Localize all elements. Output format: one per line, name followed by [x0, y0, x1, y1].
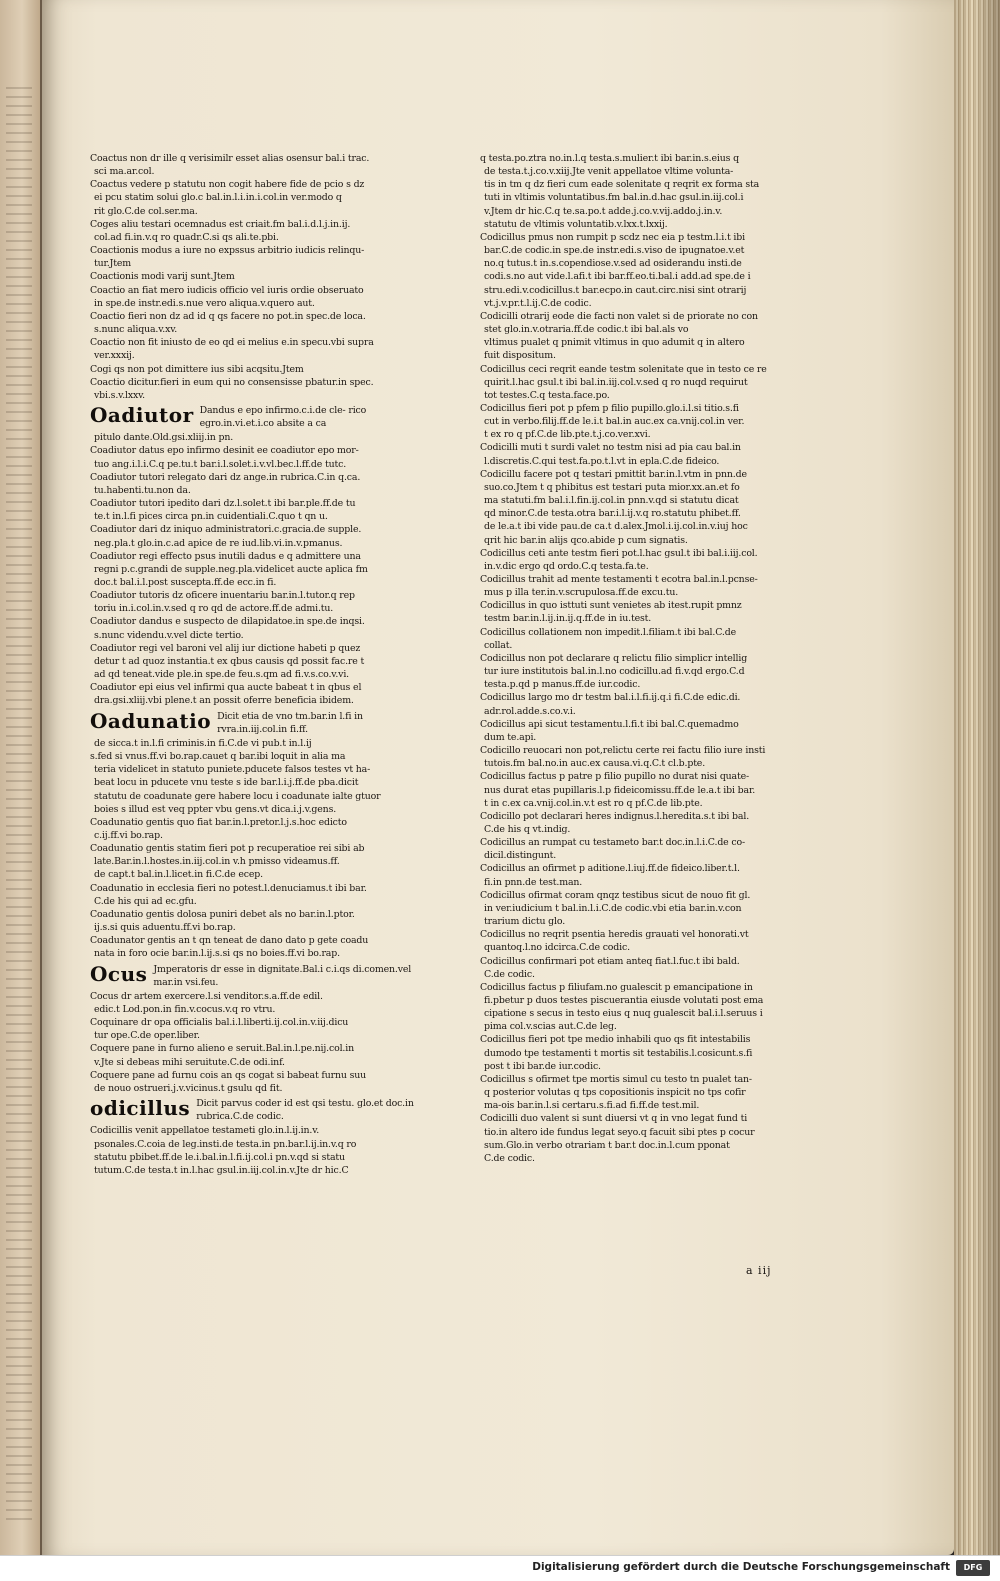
funding-notice: Digitalisierung gefördert durch die Deutsche Forschungsgemeinschaft [532, 1561, 950, 1573]
text-line: col.ad fi.in.v.q ro quadr.C.si qs ali.te.pbi. [94, 231, 279, 243]
entry-line: Coactus non dr ille q verisimilr esset alias osensur bal.i trac. [90, 153, 370, 164]
text-line: statutu pbibet.ff.de le.i.bal.in.l.fi.ij.col.i pn.v.qd si statu [94, 1151, 345, 1163]
entry-heading-row [90, 963, 435, 989]
entry-line: Coactionis modi varij sunt.Jtem [90, 271, 235, 283]
entry-line: Codicillus confirmari pot etiam anteq fiat.l.fuc.t ibi bald. [480, 955, 740, 967]
text-line: de nouo ostrueri.j.v.vicinus.t gsulu qd fit. [94, 1082, 283, 1094]
text-line: vt.j.v.pr.t.l.ij.C.de codic. [484, 297, 592, 309]
text-line: C.de codic. [484, 1152, 535, 1164]
text-line: vltimus pualet q pnimit vltimus in quo adumit q in altero [484, 337, 745, 349]
entry-line: Codicillus fieri pot p pfem p filio pupillo.glo.i.l.si titio.s.fi [480, 402, 739, 414]
text-line: post t ibi bar.de iur.codic. [484, 1060, 601, 1072]
text-line: vbi.s.v.lxxv. [94, 389, 146, 401]
footer-bar [0, 1555, 1000, 1581]
entry-line: Coadiutor datus epo infirmo desinit ee coadiutor epo mor- [90, 445, 359, 457]
text-line: tur iure institutois bal.in.l.no codicillu.ad fi.v.qd ergo.C.d [484, 666, 745, 678]
text-line: dum te.api. [484, 731, 537, 743]
entry-heading-text: Dandus e epo infirmo.c.i.de cle- rico egro.in.vi.et.i.co absite a ca [199, 404, 367, 430]
entry-line: Cocus dr artem exercere.l.si venditor.s.a.ff.de edil. [90, 990, 323, 1002]
adjacent-page-edge [0, 0, 42, 1560]
text-line: tis in tm q dz fieri cum eade solenitate q reqrit ex forma sta [484, 179, 760, 191]
entry-line: Codicillis venit appellatoe testameti glo.in.l.ij.in.v. [90, 1125, 320, 1137]
entry-line: Coadiutor tutoris dz oficere inuentariu bar.in.l.tutor.q rep [90, 590, 355, 602]
text-line: te.t in.l.fi pices circa pn.in cuidentiali.C.quo t qn u. [94, 511, 328, 523]
entry-line: Coadiutor epi eius vel infirmi qua aucte babeat t in qbus el [90, 682, 362, 694]
text-line: fi.in pnn.de test.man. [484, 876, 583, 888]
text-line: de sicca.t in.l.fi criminis.in fi.C.de vi pub.t in.l.ij [94, 737, 312, 749]
text-line: fuit dispositum. [484, 350, 556, 362]
text-line: tuo ang.i.l.i.C.q pe.tu.t bar.i.l.solet.i.v.vl.bec.l.ff.de tutc. [94, 458, 347, 470]
entry-line: q testa.po.ztra no.in.l.q testa.s.mulier.t ibi bar.in.s.eius q [480, 153, 739, 164]
entry-line: Codicillus factus p patre p filio pupillo no durat nisi quate- [480, 771, 750, 783]
text-line: toriu in.i.col.in.v.sed q ro qd de actore.ff.de admi.tu. [94, 603, 334, 615]
text-line: mus p illa ter.in.v.scrupulosa.ff.de excu.tu. [484, 587, 679, 599]
text-line: nus durat etas pupillaris.l.p fideicomissu.ff.de le.a.t ibi bar. [484, 784, 756, 796]
entry-line: Coadunator gentis an t qn teneat de dano dato p gete coadu [90, 935, 369, 947]
text-line: de le.a.t ibi vide pau.de ca.t d.alex.Jmol.i.ij.col.in.v.iuj hoc [484, 521, 748, 533]
page-fore-edge [954, 0, 1000, 1555]
entry-line: Codicilli muti t surdi valet no testm nisi ad pia cau bal.in [480, 442, 741, 454]
text-line: dumodo tpe testamenti t mortis sit testabilis.l.cosicunt.s.fi [484, 1047, 753, 1059]
text-line: v.Jtem dr hic.C.q te.sa.po.t adde.j.co.v.vij.addo.j.in.v. [484, 205, 723, 217]
entry-heading-text: Jmperatoris dr esse in dignitate.Bal.i c.i.qs di.comen.vel mar.in vsi.feu. [153, 963, 412, 988]
entry-line: Coadiutor tutori ipedito dari dz.l.solet.t ibi bar.ple.ff.de tu [90, 498, 356, 510]
text-line: C.de his qui ad ec.gfu. [94, 895, 197, 907]
entry-line: Coadiutor regi vel baroni vel alij iur dictione habeti p quez [90, 642, 361, 654]
text-line: tuti in vltimis voluntatibus.fm bal.in.d.hac gsul.in.iij.col.i [484, 192, 744, 204]
dfg-logo: DFG [956, 1560, 990, 1576]
entry-line: Cogi qs non pot dimittere ius sibi acqsitu.Jtem [90, 363, 304, 375]
text-line: late.Bar.in.l.hostes.in.iij.col.in v.h pmisso videamus.ff. [94, 856, 340, 868]
text-line: ver.xxxij. [94, 350, 135, 362]
entry-line: Codicillu facere pot q testari pmittit bar.in.l.vtm in pnn.de [480, 468, 747, 480]
text-line: testm bar.in.l.ij.in.ij.q.ff.de in iu.test. [484, 613, 652, 625]
text-line: edic.t Lod.pon.in fin.v.cocus.v.q ro vtru. [94, 1004, 276, 1015]
text-line: collat. [484, 639, 513, 651]
text-line: in.v.dic ergo qd ordo.C.q testa.fa.te. [484, 560, 649, 572]
entry-line: Coquere pane ad furnu cois an qs cogat si babeat furnu suu [90, 1069, 367, 1081]
text-line: detur t ad quoz instantia.t ex qbus causis qd possit fac.re t [94, 655, 365, 667]
text-line: C.de codic. [484, 968, 535, 980]
text-line: pitulo dante.Old.gsi.xliij.in pn. [94, 432, 234, 444]
text-line: in spe.de instr.edi.s.nue vero aliqua.v.quero aut. [94, 297, 315, 309]
entry-line: Codicillus non pot declarare q relictu filio simplicr intellig [480, 652, 748, 664]
text-line: quirit.l.hac gsul.t ibi bal.in.iij.col.v.sed q ro nuqd requirut [484, 376, 748, 388]
text-line: bar.C.de codic.in spe.de instr.edi.s.viso de ipugnatoe.v.et [484, 245, 745, 257]
text-line: tio.in altero ide fundus legat seyo.q facuit sibi ptes p cocur [484, 1126, 755, 1138]
entry-line: Codicillus an ofirmet p aditione.l.iuj.ff.de fideico.liber.t.l. [480, 863, 740, 875]
entry-line: Coadunatio in ecclesia fieri no potest.l.denuciamus.t ibi bar. [90, 882, 367, 894]
entry-heading-text: Dicit parvus coder id est qsi testu. glo.et doc.in rubrica.C.de codic. [196, 1098, 414, 1123]
text-line: cipatione s secus in testo eius q nuq gualescit bal.i.l.seruus i [484, 1008, 763, 1020]
entry-heading-row [90, 710, 435, 736]
entry-line: Codicillus no reqrit psentia heredis grauati vel honorati.vt [480, 929, 749, 941]
text-line: dicil.distingunt. [484, 850, 557, 862]
entry-line: Coquere pane in furno alieno e seruit.Bal.in.l.pe.nij.col.in [90, 1043, 355, 1055]
text-line: adr.rol.adde.s.co.v.i. [484, 705, 576, 717]
text-line: tot testes.C.q testa.face.po. [484, 389, 610, 401]
entry-heading: odicillus [90, 1096, 191, 1121]
entry-line: Codicilli otrarij eode die facti non valet si de priorate no con [480, 310, 758, 322]
entry-line: Codicillus ofirmat coram qnqz testibus sicut de nouo fit gl. [480, 889, 751, 901]
text-line: s.nunc videndu.v.vel dicte tertio. [94, 629, 244, 641]
left-text-column [90, 152, 435, 1177]
text-line: de testa.t.j.co.v.xiij.Jte venit appellatoe vltime volunta- [484, 166, 734, 178]
entry-heading: Oadunatio [90, 708, 212, 733]
text-line: rit glo.C.de col.ser.ma. [94, 205, 198, 217]
text-line: cut in verbo.filij.ff.de le.i.t bal.in auc.ex ca.vnij.col.in ver. [484, 416, 745, 428]
text-line: no.q tutus.t in.s.copendiose.v.sed ad osiderandu insti.de [484, 258, 742, 270]
text-line: ei pcu statim solui glo.c bal.in.l.i.in.i.col.in ver.modo q [94, 192, 342, 204]
text-line: sci ma.ar.col. [94, 166, 155, 178]
entry-line: Coadiutor dandus e suspecto de dilapidatoe.in spe.de inqsi. [90, 616, 365, 628]
text-line: ad qd teneat.vide ple.in spe.de feu.s.qm ad fi.v.s.co.v.vi. [94, 669, 349, 681]
text-line: qd minor.C.de testa.otra bar.i.l.ij.v.q ro.statutu phibet.ff. [484, 508, 741, 520]
text-line: v.Jte si debeas mihi seruitute.C.de odi.inf. [94, 1056, 285, 1068]
text-line: tur ope.C.de oper.liber. [94, 1030, 200, 1042]
text-line: testa.p.qd p manus.ff.de iur.codic. [484, 679, 641, 691]
entry-heading-row [90, 404, 435, 430]
entry-line: Codicillus trahit ad mente testamenti t ecotra bal.in.l.pcnse- [480, 574, 758, 585]
text-line: in ver.iudicium t bal.in.l.i.C.de codic.vbi etia bar.in.v.con [484, 902, 742, 914]
entry-line: Codicillus pmus non rumpit p scdz nec eia p testm.l.i.t ibi [480, 231, 745, 243]
text-line: quantoq.l.no idcirca.C.de codic. [484, 942, 630, 954]
right-text-column [480, 152, 798, 1165]
text-line: t ex ro q pf.C.de lib.pte.t.j.co.ver.xvi. [484, 429, 651, 441]
text-line: stet glo.in.v.otraria.ff.de codic.t ibi bal.als vo [484, 324, 689, 336]
text-line: c.ij.ff.vi bo.rap. [94, 829, 163, 841]
text-line: l.discretis.C.qui test.fa.po.t.l.vt in epla.C.de fideico. [484, 455, 720, 467]
text-line: teria videlicet in statuto puniete.pducete falsos testes vt ha- [94, 764, 371, 776]
entry-line: Codicilli duo valent si sunt diuersi vt q in vno legat fund ti [480, 1113, 748, 1125]
text-line: trarium dictu glo. [484, 916, 566, 928]
entry-line: Coadunatio gentis dolosa puniri debet als no bar.in.l.ptor. [90, 908, 355, 920]
entry-heading: Oadiutor [90, 402, 194, 427]
entry-line: Coactionis modus a iure no expssus arbitrio iudicis relinqu- [90, 245, 365, 257]
text-line: regni p.c.grandi de supple.neg.pla.videlicet aucte aplica fm [94, 563, 368, 575]
entry-line: Codicillus in quo isttuti sunt venietes ab itest.rupit pmnz [480, 600, 742, 612]
entry-line: Coadunatio gentis statim fieri pot p recuperatioe rei sibi ab [90, 843, 365, 855]
entry-line: Coadunatio gentis quo fiat bar.in.l.pretor.l.j.s.hoc edicto [90, 816, 347, 828]
text-line: tu.habenti.tu.non da. [94, 484, 191, 496]
entry-line: Coadiutor tutori relegato dari dz ange.in rubrica.C.in q.ca. [90, 471, 361, 483]
entry-line: Codicillo reuocari non pot,relictu certe rei factu filio iure insti [480, 745, 766, 757]
entry-line: Codicillus ceci reqrit eande testm solenitate que in testo ce re [480, 363, 767, 375]
text-line: statutu de vltimis voluntatib.v.lxx.t.lxxij. [484, 218, 668, 230]
text-line: tutum.C.de testa.t in.l.hac gsul.in.iij.col.in.v.Jte dr hic.C [94, 1164, 349, 1176]
text-line: ma-ois bar.in.l.si certaru.s.fi.ad fi.ff.de test.mil. [484, 1100, 700, 1112]
entry-heading-row [90, 1097, 435, 1123]
entry-line: Codicillus largo mo dr testm bal.i.l.fi.ij.q.i fi.C.de edic.di. [480, 692, 741, 704]
text-line: psonales.C.coia de leg.insti.de testa.in pn.bar.l.ij.in.v.q ro [94, 1138, 357, 1150]
entry-line: Coactio an fiat mero iudicis officio vel iuris ordie obseruato [90, 284, 364, 296]
text-line: beat locu in pducete vnu teste s ide bar.l.i.j.ff.de pba.dicit [94, 777, 359, 789]
entry-line: Codicillus factus p filiufam.no gualescit p emancipatione in [480, 981, 753, 993]
entry-heading-text: Dicit etia de vno tm.bar.in l.fi in rvra.in.iij.col.in fi.ff. [217, 710, 363, 735]
text-line: fi.pbetur p duos testes piscuerantia eiusde volutati post ema [484, 995, 764, 1006]
text-line: qrit hic bar.in alijs qco.abide p cum signatis. [484, 534, 688, 546]
entry-line: Coadiutor dari dz iniquo administratori.c.gracia.de supple. [90, 524, 362, 536]
text-line: C.de his q vt.indig. [484, 823, 571, 835]
text-line: dra.gsi.xliij.vbi plene.t an possit oferre beneficia ibidem. [94, 695, 354, 707]
text-line: codi.s.no aut vide.l.afi.t ibi bar.ff.eo.ti.bal.i add.ad spe.de i [484, 271, 751, 283]
text-line: q posterior volutas q tps copositionis inspicit no tps cofir [484, 1087, 746, 1099]
text-line: nata in foro ocie bar.in.l.ij.s.si qs no boies.ff.vi bo.rap. [94, 948, 340, 960]
entry-line: Coactio fieri non dz ad id q qs facere no pot.in spec.de loca. [90, 310, 366, 322]
text-line: boies s illud est veq ppter vbu gens.vt dica.i.j.v.gens. [94, 803, 337, 815]
text-line: t in c.ex ca.vnij.col.in.v.t est ro q pf.C.de lib.pte. [484, 797, 703, 809]
text-line: ij.s.si quis aduentu.ff.vi bo.rap. [94, 922, 236, 934]
text-line: tutois.fm bal.no.in auc.ex causa.vi.q.C.t cl.b.pte. [484, 758, 706, 770]
entry-line: Codicillus s ofirmet tpe mortis simul cu testo tn pualet tan- [480, 1073, 752, 1085]
entry-line: Coadiutor regi effecto psus inutili dadus e q admittere una [90, 550, 361, 562]
entry-line: Coquinare dr opa officialis bal.i.l.liberti.ij.col.in.v.iij.dicu [90, 1017, 349, 1029]
text-line: doc.t bal.i.l.post suscepta.ff.de ecc.in fi. [94, 577, 277, 588]
entry-line: Codicillus ceti ante testm fieri pot.l.hac gsul.t ibi bal.i.iij.col. [480, 547, 758, 559]
text-line: tur.Jtem [94, 258, 131, 270]
entry-line: s.fed si vnus.ff.vi bo.rap.cauet q bar.ibi loquit in alia ma [90, 751, 346, 763]
text-line: ma statuti.fm bal.i.l.fin.ij.col.in pnn.v.qd si statutu dicat [484, 495, 739, 507]
entry-line: Coactio non fit iniusto de eo qd ei melius e.in specu.vbi supra [90, 337, 374, 349]
text-line: suo.co.Jtem t q phibitus est testari puta mior.xx.an.et fo [484, 481, 740, 493]
entry-line: Coactio dicitur.fieri in eum qui no consensisse pbatur.in spec. [90, 376, 374, 388]
text-line: statutu de coadunate gere habere locu i coadunate ialte gtuor [94, 790, 381, 802]
entry-heading: Ocus [90, 961, 148, 986]
text-line: s.nunc aliqua.v.xv. [94, 324, 178, 336]
entry-line: Codicillo pot declarari heres indignus.l.heredita.s.t ibi bal. [480, 810, 750, 822]
entry-line: Codicillus fieri pot tpe medio inhabili quo qs fit intestabilis [480, 1034, 751, 1046]
text-line: sum.Glo.in verbo otrariam t bar.t doc.in.l.cum pponat [484, 1139, 730, 1151]
entry-line: Codicillus api sicut testamentu.l.fi.t ibi bal.C.quemadmo [480, 718, 739, 730]
signature-mark: a iij [746, 1264, 772, 1277]
text-line: pima col.v.scias aut.C.de leg. [484, 1021, 617, 1033]
text-line: neg.pla.t glo.in.c.ad apice de re iud.lib.vi.in.v.pmanus. [94, 537, 343, 549]
text-line: de capt.t bal.in.l.licet.in fi.C.de ecep. [94, 869, 263, 881]
entry-line: Codicillus an rumpat cu testameto bar.t doc.in.l.i.C.de co- [480, 837, 746, 849]
entry-line: Coactus vedere p statutu non cogit habere fide de pcio s dz [90, 179, 365, 191]
entry-line: Coges aliu testari ocemnadus est criait.fm bal.i.d.l.j.in.ij. [90, 218, 351, 230]
text-line: stru.edi.v.codicillus.t bar.ecpo.in caut.circ.nisi sint otrarij [484, 284, 747, 296]
entry-line: Codicillus collationem non impedit.l.filiam.t ibi bal.C.de [480, 626, 736, 638]
